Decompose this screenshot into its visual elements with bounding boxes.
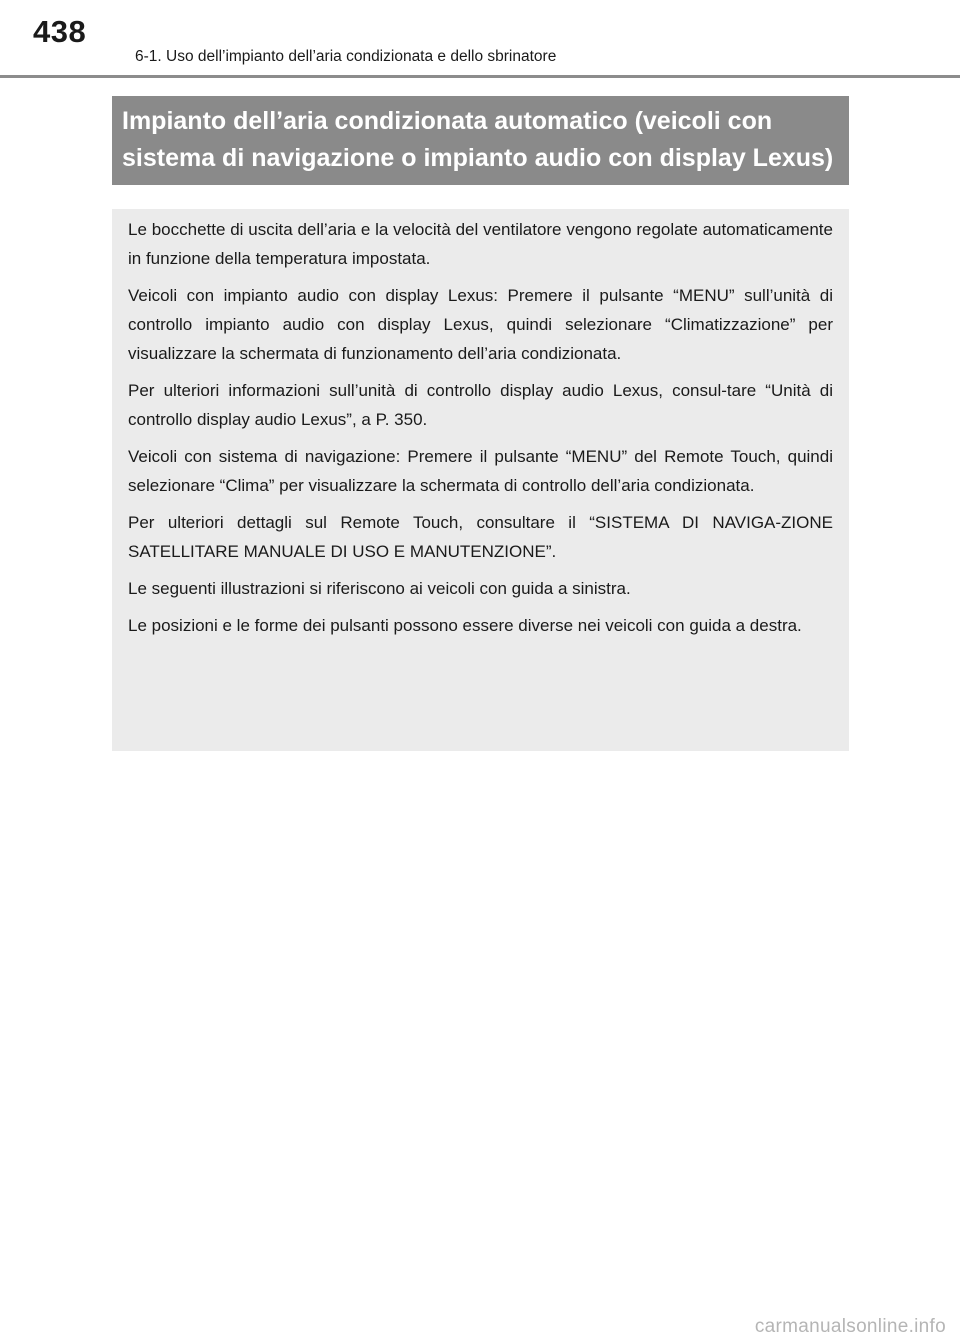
page-header bbox=[0, 0, 960, 80]
paragraph-auto-regulation: Le bocchette di uscita dell’aria e la velocità del ventilatore vengono regolate automaticamente in funzione della temperatura impostata. bbox=[128, 220, 833, 268]
content-box bbox=[112, 209, 849, 751]
chapter-title: 6-1. Uso dell’impianto dell’aria condizionata e dello sbrinatore bbox=[135, 48, 557, 65]
paragraph-right-hand-drive-note: Le posizioni e le forme dei pulsanti possono essere diverse nei veicoli con guida a destra. bbox=[128, 616, 802, 635]
section-heading: Impianto dell’aria condizionata automatico (veicoli con sistema di navigazione o impianto audio con display Lexus) bbox=[122, 107, 834, 172]
watermark: carmanualsonline.info bbox=[754, 1316, 946, 1337]
section-heading-banner bbox=[112, 96, 849, 185]
header-divider bbox=[0, 75, 960, 78]
paragraph-lexus-display-audio: Veicoli con impianto audio con display Lexus: Premere il pulsante “MENU” sull’unità di controllo impianto audio con display Lexus, quindi selezionare “Climatizzazione” per visualizzare la schermata di funzionamento dell’aria condizionata. bbox=[128, 286, 833, 363]
paragraph-navigation-system: Veicoli con sistema di navigazione: Premere il pulsante “MENU” del Remote Touch, quindi selezionare “Clima” per visualizzare la schermata di controllo dell’aria condizionata. bbox=[128, 447, 833, 495]
paragraph-remote-touch-reference: Per ulteriori dettagli sul Remote Touch, consultare il “SISTEMA DI NAVIGA-ZIONE SATELLITARE MANUALE DI USO E MANUTENZIONE”. bbox=[128, 513, 833, 561]
paragraph-display-audio-reference: Per ulteriori informazioni sull’unità di controllo display audio Lexus, consul-tare “Unità di controllo display audio Lexus”, a P. 350. bbox=[128, 381, 833, 429]
page-number: 438 bbox=[33, 14, 87, 49]
paragraph-left-hand-drive-note: Le seguenti illustrazioni si riferiscono ai veicoli con guida a sinistra. bbox=[128, 579, 631, 598]
